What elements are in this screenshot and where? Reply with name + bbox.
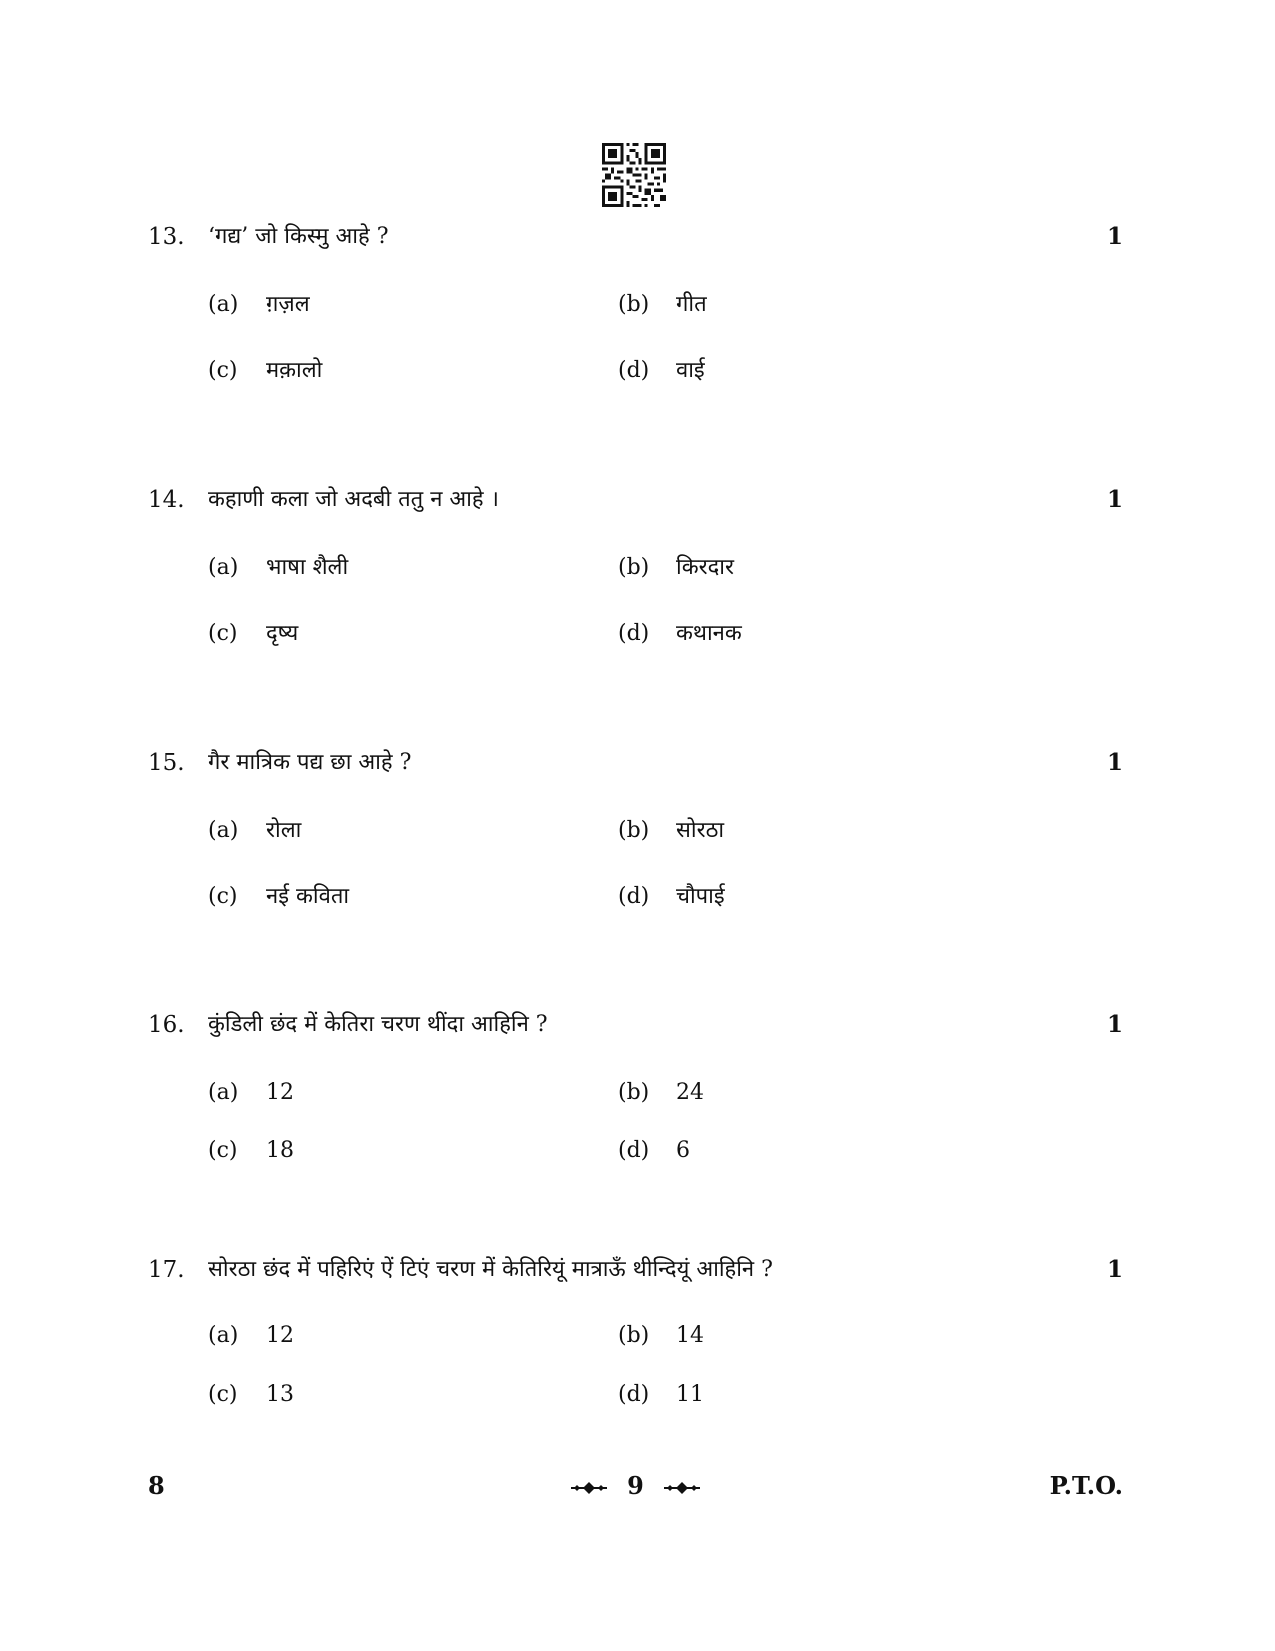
question-marks: 1 xyxy=(1106,1011,1123,1038)
option-text: 6 xyxy=(676,1138,690,1163)
ornament-left-icon xyxy=(571,1481,607,1495)
question-16 xyxy=(148,1005,1123,1163)
option-text: 13 xyxy=(266,1382,294,1407)
question-marks: 1 xyxy=(1106,1256,1123,1283)
option-text: दृष्य xyxy=(266,621,299,646)
page-number-group xyxy=(148,1466,1123,1506)
question-text: ‘गद्य’ जो किस्मु आहे ? xyxy=(208,224,389,249)
question-15 xyxy=(148,743,1123,909)
question-number: 16. xyxy=(148,1012,185,1038)
option-text: नई कविता xyxy=(266,884,350,909)
option-text: 11 xyxy=(676,1382,704,1407)
option-label: (b) xyxy=(618,818,650,843)
question-marks: 1 xyxy=(1106,486,1123,513)
option-label: (a) xyxy=(208,555,239,580)
option-text: भाषा शैली xyxy=(266,555,349,580)
question-number: 13. xyxy=(148,224,185,250)
option-text: 24 xyxy=(676,1080,704,1105)
option-text: ग़ज़ल xyxy=(266,292,310,317)
option-label: (d) xyxy=(618,358,650,383)
question-marks: 1 xyxy=(1106,749,1123,776)
question-text: कुंडिली छंद में केतिरा चरण थींदा आहिनि ? xyxy=(208,1012,548,1037)
question-13 xyxy=(148,217,1123,383)
option-label: (c) xyxy=(208,1138,238,1163)
ornament-right-icon xyxy=(664,1481,700,1495)
option-label: (b) xyxy=(618,1323,650,1348)
option-label: (b) xyxy=(618,292,650,317)
option-label: (b) xyxy=(618,1080,650,1105)
option-label: (c) xyxy=(208,358,238,383)
option-label: (b) xyxy=(618,555,650,580)
question-text: सोरठा छंद में पहिरिएं ऐं टिएं चरण में केतिरियूं मात्राऊँ थीन्दियूं आहिनि ? xyxy=(208,1257,773,1282)
page-footer xyxy=(148,1466,1123,1506)
option-label: (c) xyxy=(208,884,238,909)
question-text: कहाणी कला जो अदबी ततु न आहे । xyxy=(208,487,499,512)
option-label: (a) xyxy=(208,1323,239,1348)
option-text: 12 xyxy=(266,1080,294,1105)
question-text: गैर मात्रिक पद्य छा आहे ? xyxy=(208,750,412,775)
question-marks: 1 xyxy=(1106,223,1123,250)
option-label: (d) xyxy=(618,621,650,646)
option-label: (a) xyxy=(208,292,239,317)
paper-code: 8 xyxy=(148,1471,165,1500)
option-label: (c) xyxy=(208,621,238,646)
option-text: किरदार xyxy=(676,555,734,580)
option-text: सोरठा xyxy=(676,818,725,843)
page-number: 9 xyxy=(627,1471,644,1500)
question-number: 17. xyxy=(148,1257,185,1283)
option-text: मक़ालो xyxy=(266,358,323,383)
question-number: 14. xyxy=(148,487,185,513)
option-text: गीत xyxy=(676,292,707,317)
option-text: वाई xyxy=(676,358,705,383)
question-14 xyxy=(148,480,1123,646)
option-label: (d) xyxy=(618,1382,650,1407)
question-number: 15. xyxy=(148,750,185,776)
option-text: 12 xyxy=(266,1323,294,1348)
option-label: (a) xyxy=(208,1080,239,1105)
option-label: (a) xyxy=(208,818,239,843)
option-label: (d) xyxy=(618,884,650,909)
option-label: (d) xyxy=(618,1138,650,1163)
option-text: चौपाई xyxy=(676,884,725,909)
pto-label: P.T.O. xyxy=(1049,1471,1123,1500)
question-17 xyxy=(148,1250,1123,1407)
option-text: कथानक xyxy=(676,621,742,646)
option-text: 14 xyxy=(676,1323,704,1348)
option-text: 18 xyxy=(266,1138,294,1163)
option-label: (c) xyxy=(208,1382,238,1407)
option-text: रोला xyxy=(266,818,302,843)
qr-code xyxy=(602,143,666,207)
